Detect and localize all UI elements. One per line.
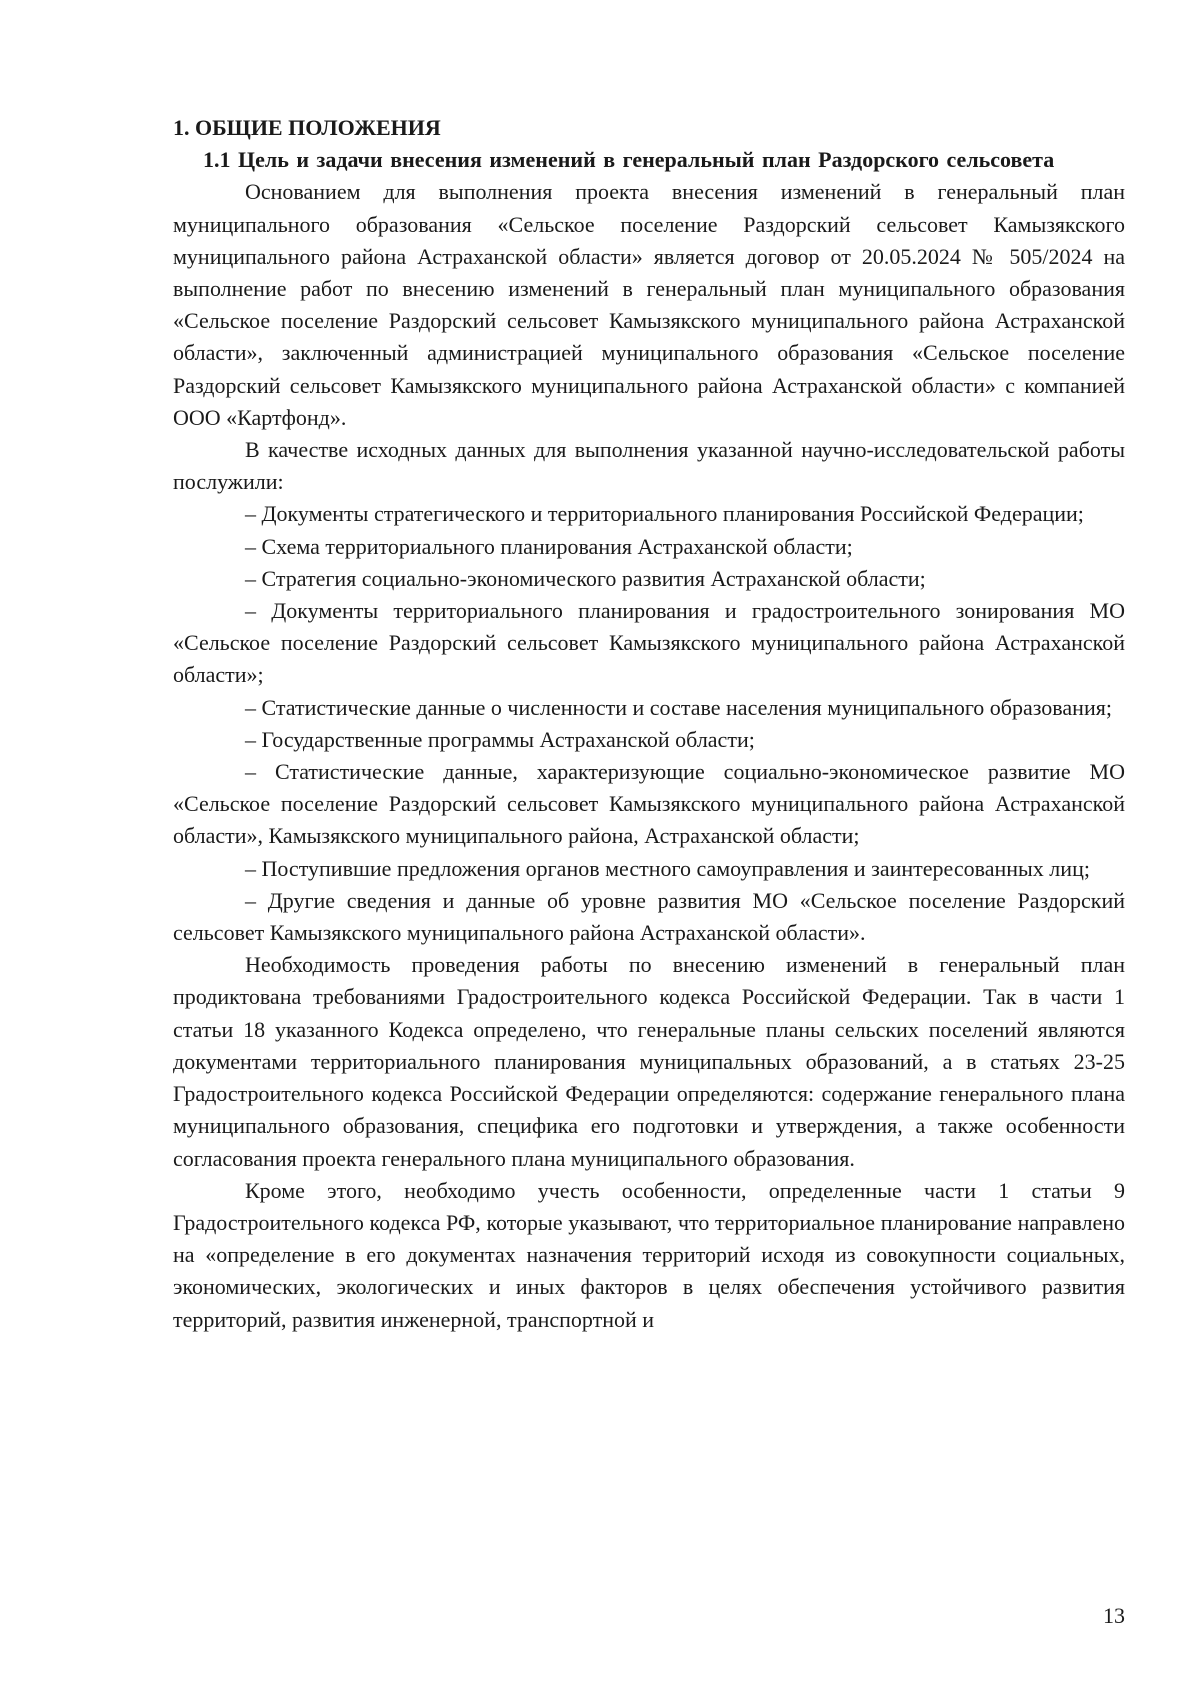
section-heading: 1. ОБЩИЕ ПОЛОЖЕНИЯ	[173, 115, 441, 140]
subsection-heading: 1.1 Цель и задачи внесения изменений в генеральный план Раздорского сельсовета	[203, 147, 1055, 173]
source-list-item: – Стратегия социально-экономического развития Астраханской области;	[245, 565, 926, 591]
source-list-item: – Схема территориального планирования Астраханской области;	[245, 533, 853, 559]
intro-paragraph: Основанием для выполнения проекта внесения изменений в генеральный план муниципального образования «Сельское поселение Раздорский сельсовет Камызякского муниципального района Астраханской области» является договор от 20.05.2024 № 505/2024 на выполнение работ по внесению изменений в генеральный план муниципального образования «Сельское поселение Раздорский сельсовет Камызякского муниципального района Астраханской области», заключенный администрацией муниципального образования «Сельское поселение Раздорский сельсовет Камызякского муниципального района Астраханской области» с компанией ООО «Картфонд».	[173, 179, 1125, 430]
sources-intro-paragraph: В качестве исходных данных для выполнения указанной научно-исследовательской работы послужили:	[173, 437, 1125, 495]
page-number: 13	[1103, 1603, 1125, 1628]
source-list-item: – Поступившие предложения органов местного самоуправления и заинтересованных лиц;	[245, 855, 1090, 881]
source-list-item: – Другие сведения и данные об уровне развития МО «Сельское поселение Раздорский сельсовет Камызякского муниципального района Астраханской области».	[173, 887, 1125, 946]
source-list-item: – Статистические данные, характеризующие социально-экономическое развитие МО «Сельское поселение Раздорский сельсовет Камызякского муниципального района Астраханской области», Камызякского муниципального района, Астраханской области;	[173, 759, 1125, 849]
document-page	[173, 112, 1125, 1336]
necessity-paragraph: Необходимость проведения работы по внесению изменений в генеральный план продиктована требованиями Градостроительного кодекса Российской Федерации. Так в части 1 статьи 18 указанного Кодекса определено, что генеральные планы сельских поселений являются документами территориального планирования муниципальных образований, а в статьях 23-25 Градостроительного кодекса Российской Федерации определяются: содержание генерального плана муниципального образования, специфика его подготовки и утверждения, а также особенности согласования проекта генерального плана муниципального образования.	[173, 952, 1125, 1171]
source-list-item: – Документы территориального планирования и градостроительного зонирования МО «Сельское поселение Раздорский сельсовет Камызякского муниципального района Астраханской области»;	[173, 598, 1125, 688]
source-list-item: – Государственные программы Астраханской области;	[245, 726, 755, 752]
features-paragraph: Кроме этого, необходимо учесть особенности, определенные части 1 статьи 9 Градостроительного кодекса РФ, которые указывают, что территориальное планирование направлено на «определение в его документах назначения территорий исходя из совокупности социальных, экономических, экологических и иных факторов в целях обеспечения устойчивого развития территорий, развития инженерной, транспортной и	[173, 1177, 1125, 1332]
source-list-item: – Статистические данные о численности и составе населения муниципального образования;	[245, 694, 1112, 720]
source-list-item: – Документы стратегического и территориального планирования Российской Федерации;	[245, 501, 1084, 527]
